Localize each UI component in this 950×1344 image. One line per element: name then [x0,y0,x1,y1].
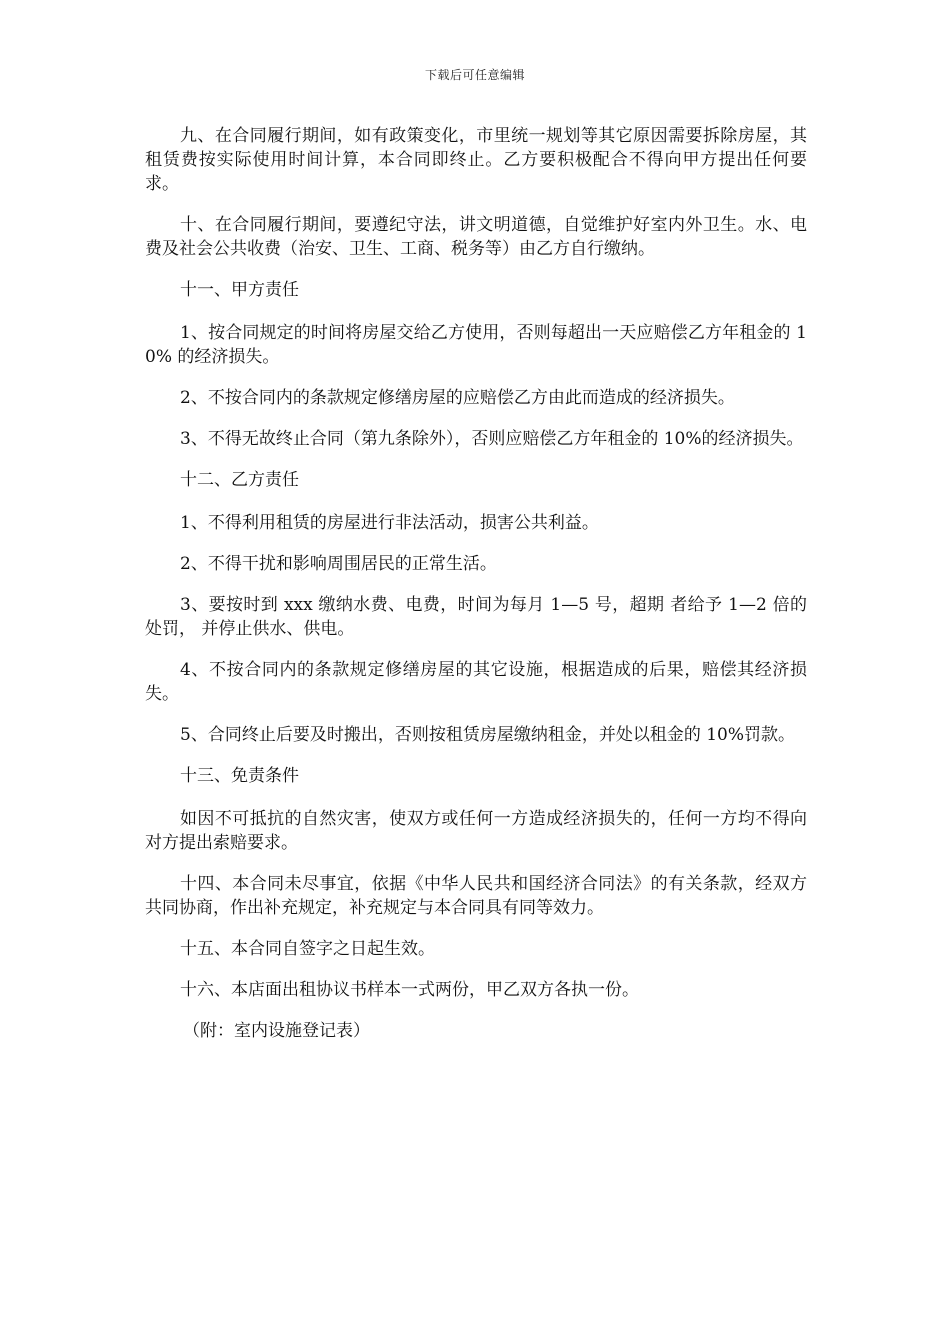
clause-11-item-1: 1、按合同规定的时间将房屋交给乙方使用，否则每超出一天应赔偿乙方年租金的 10% 的经济损失。 [145,323,807,367]
clause-12-item-3: 3、要按时到 xxx 缴纳水费、电费，时间为每月 1—5 号，超期 者给予 1—2 倍的处罚， 并停止供水、供电。 [145,595,807,639]
page-header-note: 下载后可任意编辑 [424,68,525,82]
clause-11-item-2: 2、不按合同内的条款规定修缮房屋的应赔偿乙方由此而造成的经济损失。 [180,388,735,408]
clause-11-heading: 十一、甲方责任 [180,280,299,300]
clause-14: 十四、本合同未尽事宜，依据《中华人民共和国经济合同法》的有关条款，经双方共同协商，作出补充规定，补充规定与本合同具有同等效力。 [145,874,807,918]
clause-15: 十五、本合同自签字之日起生效。 [180,939,435,959]
clause-10: 十、在合同履行期间，要遵纪守法，讲文明道德，自觉维护好室内外卫生。水、电费及社会公共收费（治安、卫生、工商、税务等）由乙方自行缴纳。 [145,215,807,259]
clause-12-item-5: 5、合同终止后要及时搬出，否则按租赁房屋缴纳租金，并处以租金的 10%罚款。 [180,725,796,745]
clause-16: 十六、本店面出租协议书样本一式两份，甲乙双方各执一份。 [180,980,639,1000]
clause-13-body: 如因不可抵抗的自然灾害，使双方或任何一方造成经济损失的，任何一方均不得向对方提出索赔要求。 [145,809,807,853]
clause-12-heading: 十二、乙方责任 [180,470,299,490]
clause-9: 九、在合同履行期间，如有政策变化，市里统一规划等其它原因需要拆除房屋，其租赁费按实际使用时间计算，本合同即终止。乙方要积极配合不得向甲方提出任何要求。 [145,126,807,194]
clause-13-heading: 十三、免责条件 [180,766,299,786]
appendix-note: （附：室内设施登记表） [183,1021,370,1041]
clause-11-item-3: 3、不得无故终止合同（第九条除外），否则应赔偿乙方年租金的 10%的经济损失。 [180,429,804,449]
document-body [145,124,807,1060]
clause-12-item-2: 2、不得干扰和影响周围居民的正常生活。 [180,554,497,574]
clause-12-item-4: 4、不按合同内的条款规定修缮房屋的其它设施，根据造成的后果，赔偿其经济损失。 [145,660,807,704]
clause-12-item-1: 1、不得利用租赁的房屋进行非法活动，损害公共利益。 [180,513,599,533]
